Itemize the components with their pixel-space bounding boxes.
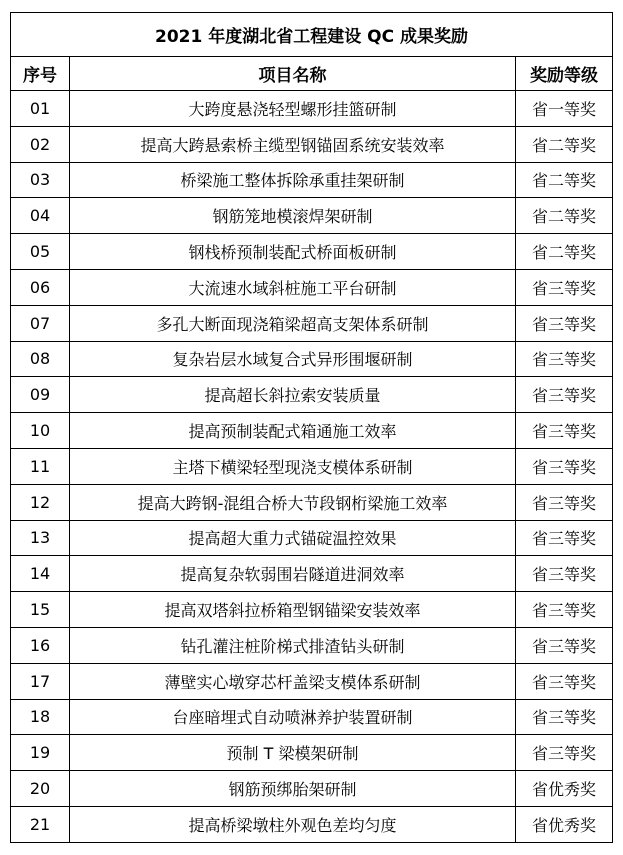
cell-project-name: 提高双塔斜拉桥箱型钢锚梁安装效率 <box>70 592 516 628</box>
cell-project-name: 桥梁施工整体拆除承重挂架研制 <box>70 162 516 198</box>
cell-project-name: 钻孔灌注桩阶梯式排渣钻头研制 <box>70 627 516 663</box>
cell-number: 09 <box>11 377 70 413</box>
column-header-no: 序号 <box>11 57 70 91</box>
cell-number: 01 <box>11 91 70 127</box>
cell-number: 07 <box>11 305 70 341</box>
cell-number: 16 <box>11 627 70 663</box>
cell-award-level: 省三等奖 <box>516 735 613 771</box>
cell-project-name: 提高大跨悬索桥主缆型钢锚固系统安装效率 <box>70 126 516 162</box>
cell-number: 17 <box>11 663 70 699</box>
table-row <box>11 91 613 127</box>
cell-award-level: 省三等奖 <box>516 663 613 699</box>
cell-project-name: 钢筋预绑胎架研制 <box>70 771 516 807</box>
table-row <box>11 592 613 628</box>
cell-project-name: 提高预制装配式箱通施工效率 <box>70 413 516 449</box>
cell-award-level: 省一等奖 <box>516 91 613 127</box>
table-row <box>11 806 613 842</box>
cell-award-level: 省三等奖 <box>516 556 613 592</box>
cell-number: 19 <box>11 735 70 771</box>
cell-award-level: 省三等奖 <box>516 413 613 449</box>
cell-award-level: 省二等奖 <box>516 126 613 162</box>
cell-award-level: 省三等奖 <box>516 627 613 663</box>
table-row <box>11 735 613 771</box>
award-table <box>10 12 613 843</box>
table-row <box>11 663 613 699</box>
table-row <box>11 341 613 377</box>
cell-number: 12 <box>11 484 70 520</box>
cell-project-name: 复杂岩层水域复合式异形围堰研制 <box>70 341 516 377</box>
cell-number: 06 <box>11 269 70 305</box>
table-row <box>11 771 613 807</box>
cell-award-level: 省二等奖 <box>516 198 613 234</box>
table-row <box>11 448 613 484</box>
table-row <box>11 162 613 198</box>
cell-award-level: 省优秀奖 <box>516 806 613 842</box>
cell-number: 05 <box>11 234 70 270</box>
table-row <box>11 234 613 270</box>
cell-number: 18 <box>11 699 70 735</box>
cell-project-name: 提高桥梁墩柱外观色差均匀度 <box>70 806 516 842</box>
cell-project-name: 提高大跨钢-混组合桥大节段钢桁梁施工效率 <box>70 484 516 520</box>
table-row <box>11 198 613 234</box>
cell-number: 02 <box>11 126 70 162</box>
cell-number: 04 <box>11 198 70 234</box>
cell-project-name: 钢栈桥预制装配式桥面板研制 <box>70 234 516 270</box>
cell-project-name: 台座暗埋式自动喷淋养护装置研制 <box>70 699 516 735</box>
table-row <box>11 484 613 520</box>
cell-award-level: 省三等奖 <box>516 269 613 305</box>
cell-project-name: 多孔大断面现浇箱梁超高支架体系研制 <box>70 305 516 341</box>
table-row <box>11 699 613 735</box>
cell-number: 03 <box>11 162 70 198</box>
table-row <box>11 126 613 162</box>
cell-project-name: 提高超大重力式锚碇温控效果 <box>70 520 516 556</box>
cell-award-level: 省三等奖 <box>516 592 613 628</box>
cell-project-name: 提高超长斜拉索安装质量 <box>70 377 516 413</box>
cell-project-name: 大流速水域斜桩施工平台研制 <box>70 269 516 305</box>
cell-number: 15 <box>11 592 70 628</box>
cell-number: 13 <box>11 520 70 556</box>
cell-project-name: 主塔下横梁轻型现浇支模体系研制 <box>70 448 516 484</box>
cell-number: 10 <box>11 413 70 449</box>
cell-award-level: 省三等奖 <box>516 520 613 556</box>
cell-number: 20 <box>11 771 70 807</box>
table-title: 2021 年度湖北省工程建设 QC 成果奖励 <box>11 13 613 57</box>
cell-project-name: 提高复杂软弱围岩隧道进洞效率 <box>70 556 516 592</box>
cell-award-level: 省三等奖 <box>516 305 613 341</box>
cell-number: 21 <box>11 806 70 842</box>
table-row <box>11 377 613 413</box>
table-row <box>11 269 613 305</box>
cell-project-name: 大跨度悬浇轻型螺形挂篮研制 <box>70 91 516 127</box>
column-header-name: 项目名称 <box>70 57 516 91</box>
cell-number: 08 <box>11 341 70 377</box>
cell-award-level: 省优秀奖 <box>516 771 613 807</box>
cell-award-level: 省三等奖 <box>516 377 613 413</box>
cell-project-name: 预制 T 梁模架研制 <box>70 735 516 771</box>
column-header-award: 奖励等级 <box>516 57 613 91</box>
cell-award-level: 省三等奖 <box>516 341 613 377</box>
cell-award-level: 省三等奖 <box>516 699 613 735</box>
cell-number: 11 <box>11 448 70 484</box>
table-row <box>11 627 613 663</box>
cell-award-level: 省二等奖 <box>516 234 613 270</box>
cell-award-level: 省三等奖 <box>516 484 613 520</box>
table-row <box>11 556 613 592</box>
header-row <box>11 57 613 91</box>
cell-award-level: 省三等奖 <box>516 448 613 484</box>
cell-number: 14 <box>11 556 70 592</box>
title-row <box>11 13 613 57</box>
cell-award-level: 省二等奖 <box>516 162 613 198</box>
cell-project-name: 薄壁实心墩穿芯杆盖梁支模体系研制 <box>70 663 516 699</box>
table-row <box>11 305 613 341</box>
cell-project-name: 钢筋笼地模滚焊架研制 <box>70 198 516 234</box>
table-row <box>11 520 613 556</box>
table-row <box>11 413 613 449</box>
award-sheet <box>10 12 612 843</box>
